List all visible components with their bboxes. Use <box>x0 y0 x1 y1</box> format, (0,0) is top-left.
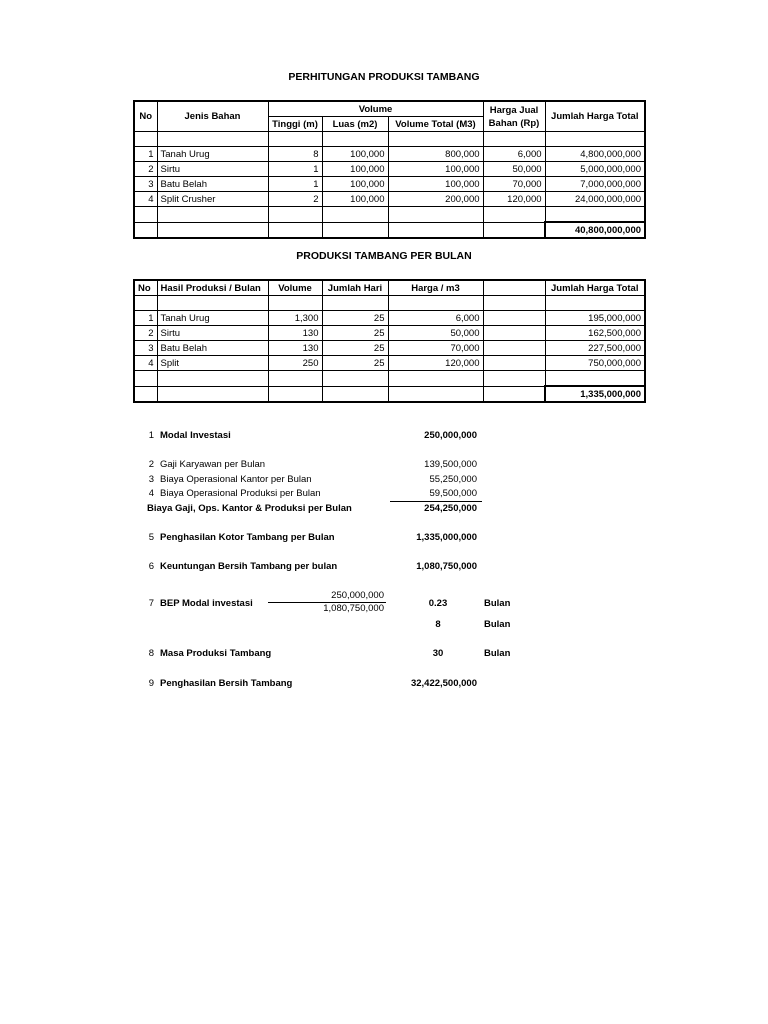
summary-biaya-kantor: 3 Biaya Operasional Kantor per Bulan 55,250,000 <box>148 474 477 485</box>
bep-denominator: 1,080,750,000 <box>323 603 384 614</box>
table-row: 4 Split Crusher 2 100,000 200,000 120,000 24,000,000,000 <box>134 192 645 207</box>
header-volume: Volume <box>268 101 483 117</box>
header-no: No <box>134 101 157 132</box>
summary-biaya-total: Biaya Gaji, Ops. Kantor & Produksi per Bulan 254,250,000 <box>147 503 477 514</box>
summary-modal-investasi: 1 Modal Investasi 250,000,000 <box>148 430 477 441</box>
header-volume-total: Volume Total (M3) <box>388 117 483 132</box>
table-perhitungan <box>133 100 646 239</box>
summary-gaji-karyawan: 2 Gaji Karyawan per Bulan 139,500,000 <box>148 459 477 470</box>
header-jumlah-harga: Jumlah Harga Total <box>545 280 645 296</box>
table-row: 3 Batu Belah 130 25 70,000 227,500,000 <box>134 341 645 356</box>
header-harga-jual: Harga Jual Bahan (Rp) <box>483 101 545 132</box>
table-row: 4 Split 250 25 120,000 750,000,000 <box>134 356 645 371</box>
header-luas: Luas (m2) <box>322 117 388 132</box>
header-volume: Volume <box>268 280 322 296</box>
summary-bep-rounded: 8 Bulan <box>435 619 511 630</box>
table-row: 3 Batu Belah 1 100,000 100,000 70,000 7,000,000,000 <box>134 177 645 192</box>
total-jumlah-harga: 1,335,000,000 <box>545 386 645 402</box>
header-hasil-produksi: Hasil Produksi / Bulan <box>157 280 268 296</box>
summary-biaya-produksi: 4 Biaya Operasional Produksi per Bulan 59,500,000 <box>148 488 477 499</box>
table-row: 1 Tanah Urug 1,300 25 6,000 195,000,000 <box>134 311 645 326</box>
summary-keuntungan-bersih: 6 Keuntungan Bersih Tambang per bulan 1,080,750,000 <box>148 561 477 572</box>
title-perhitungan: PERHITUNGAN PRODUKSI TAMBANG <box>288 71 480 83</box>
header-no: No <box>134 280 157 296</box>
bep-numerator: 250,000,000 <box>268 590 386 603</box>
table-row: 2 Sirtu 130 25 50,000 162,500,000 <box>134 326 645 341</box>
header-tinggi: Tinggi (m) <box>268 117 322 132</box>
total-jumlah-harga: 40,800,000,000 <box>545 222 645 238</box>
title-produksi-per-bulan: PRODUKSI TAMBANG PER BULAN <box>296 250 472 262</box>
table-produksi-per-bulan <box>133 279 646 403</box>
summary-penghasilan-kotor: 5 Penghasilan Kotor Tambang per Bulan 1,335,000,000 <box>148 532 477 543</box>
header-jumlah-harga: Jumlah Harga Total <box>545 101 645 132</box>
summary-penghasilan-bersih: 9 Penghasilan Bersih Tambang 32,422,500,000 <box>148 678 477 689</box>
header-harga-m3: Harga / m3 <box>388 280 483 296</box>
bep-fraction <box>268 590 386 615</box>
header-jumlah-hari: Jumlah Hari <box>322 280 388 296</box>
table-row: 1 Tanah Urug 8 100,000 800,000 6,000 4,800,000,000 <box>134 147 645 162</box>
table-row: 2 Sirtu 1 100,000 100,000 50,000 5,000,000,000 <box>134 162 645 177</box>
header-jenis-bahan: Jenis Bahan <box>157 101 268 132</box>
summary-masa-produksi: 8 Masa Produksi Tambang 30 Bulan <box>148 648 511 659</box>
summary-bep: 7 BEP Modal investasi 0.23 Bulan <box>148 598 511 609</box>
